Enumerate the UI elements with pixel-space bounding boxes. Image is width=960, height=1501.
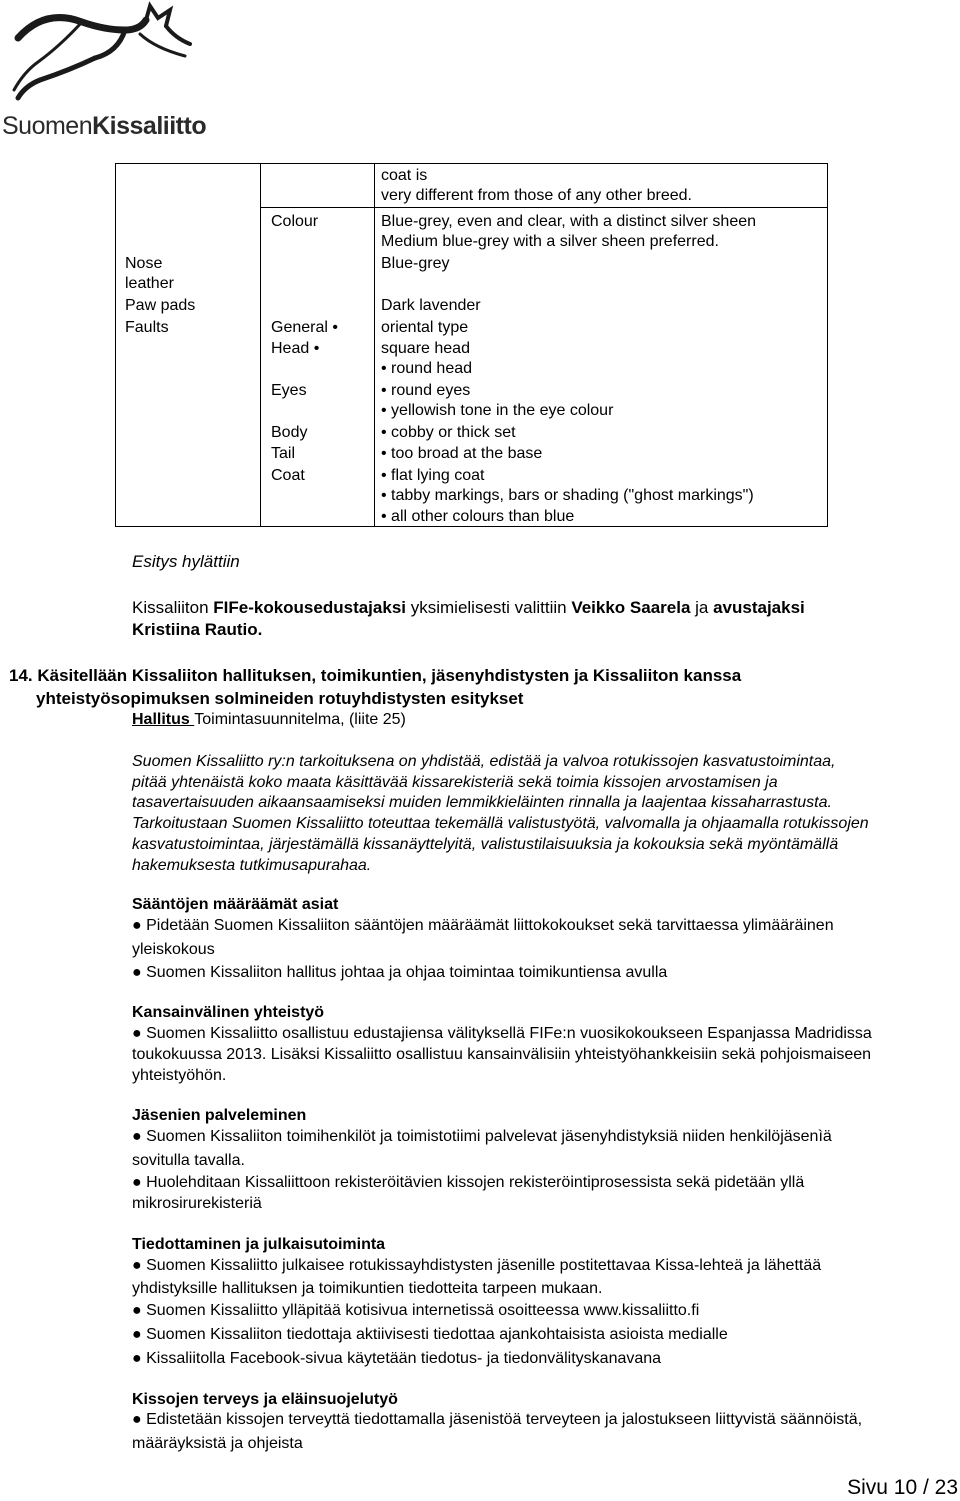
value-nose: Blue-grey: [381, 255, 450, 272]
intl-heading: Kansainvälinen yhteistyö: [132, 1004, 325, 1021]
rules-bullet-1: ● Pidetään Suomen Kissaliiton sääntöjen määräämät liittokokoukset sekä tarvittaessa ylimääräinen: [132, 917, 834, 934]
plan-label: Toimintasuunnitelma, (liite 25): [194, 711, 406, 728]
delegate-role: FIFe-kokousedustajaksi: [213, 598, 406, 617]
hallitus-line: [132, 709, 406, 730]
label-eyes: Eyes: [271, 382, 307, 399]
cell-intro-1: coat is: [381, 167, 428, 184]
value-general: oriental type: [381, 319, 469, 336]
media-bullet-4: ● Kissaliitolla Facebook-sivua käytetään tiedotus- ja tiedonvälityskanavana: [132, 1350, 662, 1367]
value-coat-1: • flat lying coat: [381, 467, 485, 484]
media-bullet-3: ● Suomen Kissaliiton tiedottaja aktiivisesti tiedottaa ajankohtaisista asioista medialle: [132, 1326, 728, 1343]
value-colour-1: Blue-grey, even and clear, with a distinct silver sheen: [381, 213, 757, 230]
table-row-divider: [260, 207, 827, 208]
label-paw-pads: Paw pads: [125, 297, 196, 314]
label-colour: Colour: [271, 213, 319, 230]
media-bullet-1-cont: yhdistyksille hallituksen ja toimikuntien tiedotteita tarpeen mukaan.: [132, 1280, 603, 1297]
label-faults: Faults: [125, 319, 169, 336]
intl-line-3: yhteistyöhön.: [132, 1067, 227, 1084]
cat-logo-icon: [0, 0, 200, 112]
value-coat-3: • all other colours than blue: [381, 508, 575, 525]
hallitus-label: Hallitus: [132, 711, 195, 728]
value-head-1: square head: [381, 340, 470, 357]
intl-line-1: ● Suomen Kissaliitto osallistuu edustajiensa välityksellä FIFe:n vuosikokoukseen Espanjassa Madridissa: [132, 1025, 872, 1042]
rules-heading: Sääntöjen määräämät asiat: [132, 896, 339, 913]
decision-text: Esitys hylättiin: [132, 552, 240, 571]
purpose-line: kasvatustoimintaa, järjestämällä kissanäyttelyitä, valistustilaisuuksia ja kokouksia sekä myöntämällä: [132, 836, 839, 853]
delegate-text: ja: [690, 598, 714, 617]
label-nose: Nose: [125, 255, 163, 272]
members-heading: Jäsenien palveleminen: [132, 1107, 307, 1124]
delegate-line-2: Kristiina Rautio.: [132, 620, 263, 639]
rules-bullet-2: ● Suomen Kissaliiton hallitus johtaa ja ohjaa toimintaa toimikuntiensa avulla: [132, 964, 668, 981]
value-eyes-1: • round eyes: [381, 382, 471, 399]
purpose-line: tasavertaisuuden aikaansaamiseksi muiden lemmikkieläinten rinnalla ja laajentaa kissaharrastusta.: [132, 794, 832, 811]
members-bullet-2-cont: mikrosirurekisteriä: [132, 1195, 262, 1212]
delegate-text: yksimielisesti valittiin: [406, 598, 572, 617]
intl-line-2: toukokuussa 2013. Lisäksi Kissaliitto osallistuu kansainvälisiin yhteistyöhankkeisiin sekä pohjoismaiseen: [132, 1046, 872, 1063]
cell-intro-2: very different from those of any other breed.: [381, 187, 692, 204]
health-heading: Kissojen terveys ja eläinsuojelutyö: [132, 1391, 398, 1408]
media-bullet-2: ● Suomen Kissaliitto ylläpitää kotisivua internetissä osoitteessa www.kissaliitto.fi: [132, 1302, 700, 1319]
health-line-1: ● Edistetään kissojen terveyttä tiedottamalla jäsenistöä terveyteen ja jalostukseen liittyvistä säännöistä,: [132, 1411, 863, 1428]
breed-standard-table: [115, 163, 828, 527]
purpose-line: Suomen Kissaliitto ry:n tarkoituksena on yhdistää, edistää ja valvoa rotukissojen kasvatustoimintaa,: [132, 753, 836, 770]
assistant-role: avustajaksi: [713, 598, 805, 617]
section-14-title-2: yhteistyösopimuksen solmineiden rotuyhdistysten esitykset: [36, 689, 524, 708]
value-paw-pads: Dark lavender: [381, 297, 481, 314]
label-tail: Tail: [271, 445, 296, 462]
delegate-name: Veikko Saarela: [571, 598, 691, 617]
value-tail: • too broad at the base: [381, 445, 543, 462]
value-body: • cobby or thick set: [381, 424, 516, 441]
label-general: General •: [271, 319, 338, 336]
logo-wordmark: [2, 112, 206, 141]
label-coat: Coat: [271, 467, 305, 484]
label-head: Head •: [271, 340, 320, 357]
health-line-2: määräyksistä ja ohjeista: [132, 1435, 303, 1452]
media-heading: Tiedottaminen ja julkaisutoiminta: [132, 1236, 386, 1253]
value-coat-2: • tabby markings, bars or shading ("ghost markings"): [381, 487, 754, 504]
page-number: Sivu 10 / 23: [847, 1476, 958, 1499]
delegate-line-1: [132, 597, 805, 618]
members-bullet-1-cont: sovitulla tavalla.: [132, 1152, 245, 1169]
value-head-2: • round head: [381, 360, 473, 377]
media-bullet-1: ● Suomen Kissaliitto julkaisee rotukissayhdistysten jäsenille postitettavaa Kissa-lehteä ja lähettää: [132, 1257, 822, 1274]
section-14-title-1: 14. Käsitellään Kissaliiton hallituksen, toimikuntien, jäsenyhdistysten ja Kissaliiton kanssa: [9, 666, 742, 685]
delegate-text: Kissaliiton: [132, 598, 214, 617]
value-eyes-2: • yellowish tone in the eye colour: [381, 402, 614, 419]
logo-text-light: Suomen: [2, 112, 93, 140]
purpose-line: pitää yhtenäistä koko maata käsittävää kissarekisteriä sekä toimia kissojen arvostamisen ja: [132, 774, 778, 791]
value-colour-2: Medium blue-grey with a silver sheen preferred.: [381, 233, 719, 250]
label-body: Body: [271, 424, 308, 441]
logo-text-bold: Kissaliitto: [92, 112, 207, 140]
kissaliitto-logo: [0, 0, 220, 145]
table-divider: [260, 164, 261, 526]
members-bullet-1: ● Suomen Kissaliiton toimihenkilöt ja toimistotiimi palvelevat jäsenyhdistyksiä niiden henkilöjäsenìä: [132, 1128, 832, 1145]
purpose-line: Tarkoitustaan Suomen Kissaliitto toteuttaa tekemällä valistustyötä, valvomalla ja ohjaamalla rotukissojen: [132, 815, 869, 832]
members-bullet-2: ● Huolehditaan Kissaliittoon rekisteröitävien kissojen rekisteröintiprosessista sekä pidetään yllä: [132, 1174, 805, 1191]
table-divider: [374, 164, 375, 526]
rules-bullet-1-cont: yleiskokous: [132, 941, 215, 958]
label-nose-2: leather: [125, 275, 174, 292]
purpose-line: hakemuksesta tutkimusapurahaa.: [132, 857, 372, 874]
